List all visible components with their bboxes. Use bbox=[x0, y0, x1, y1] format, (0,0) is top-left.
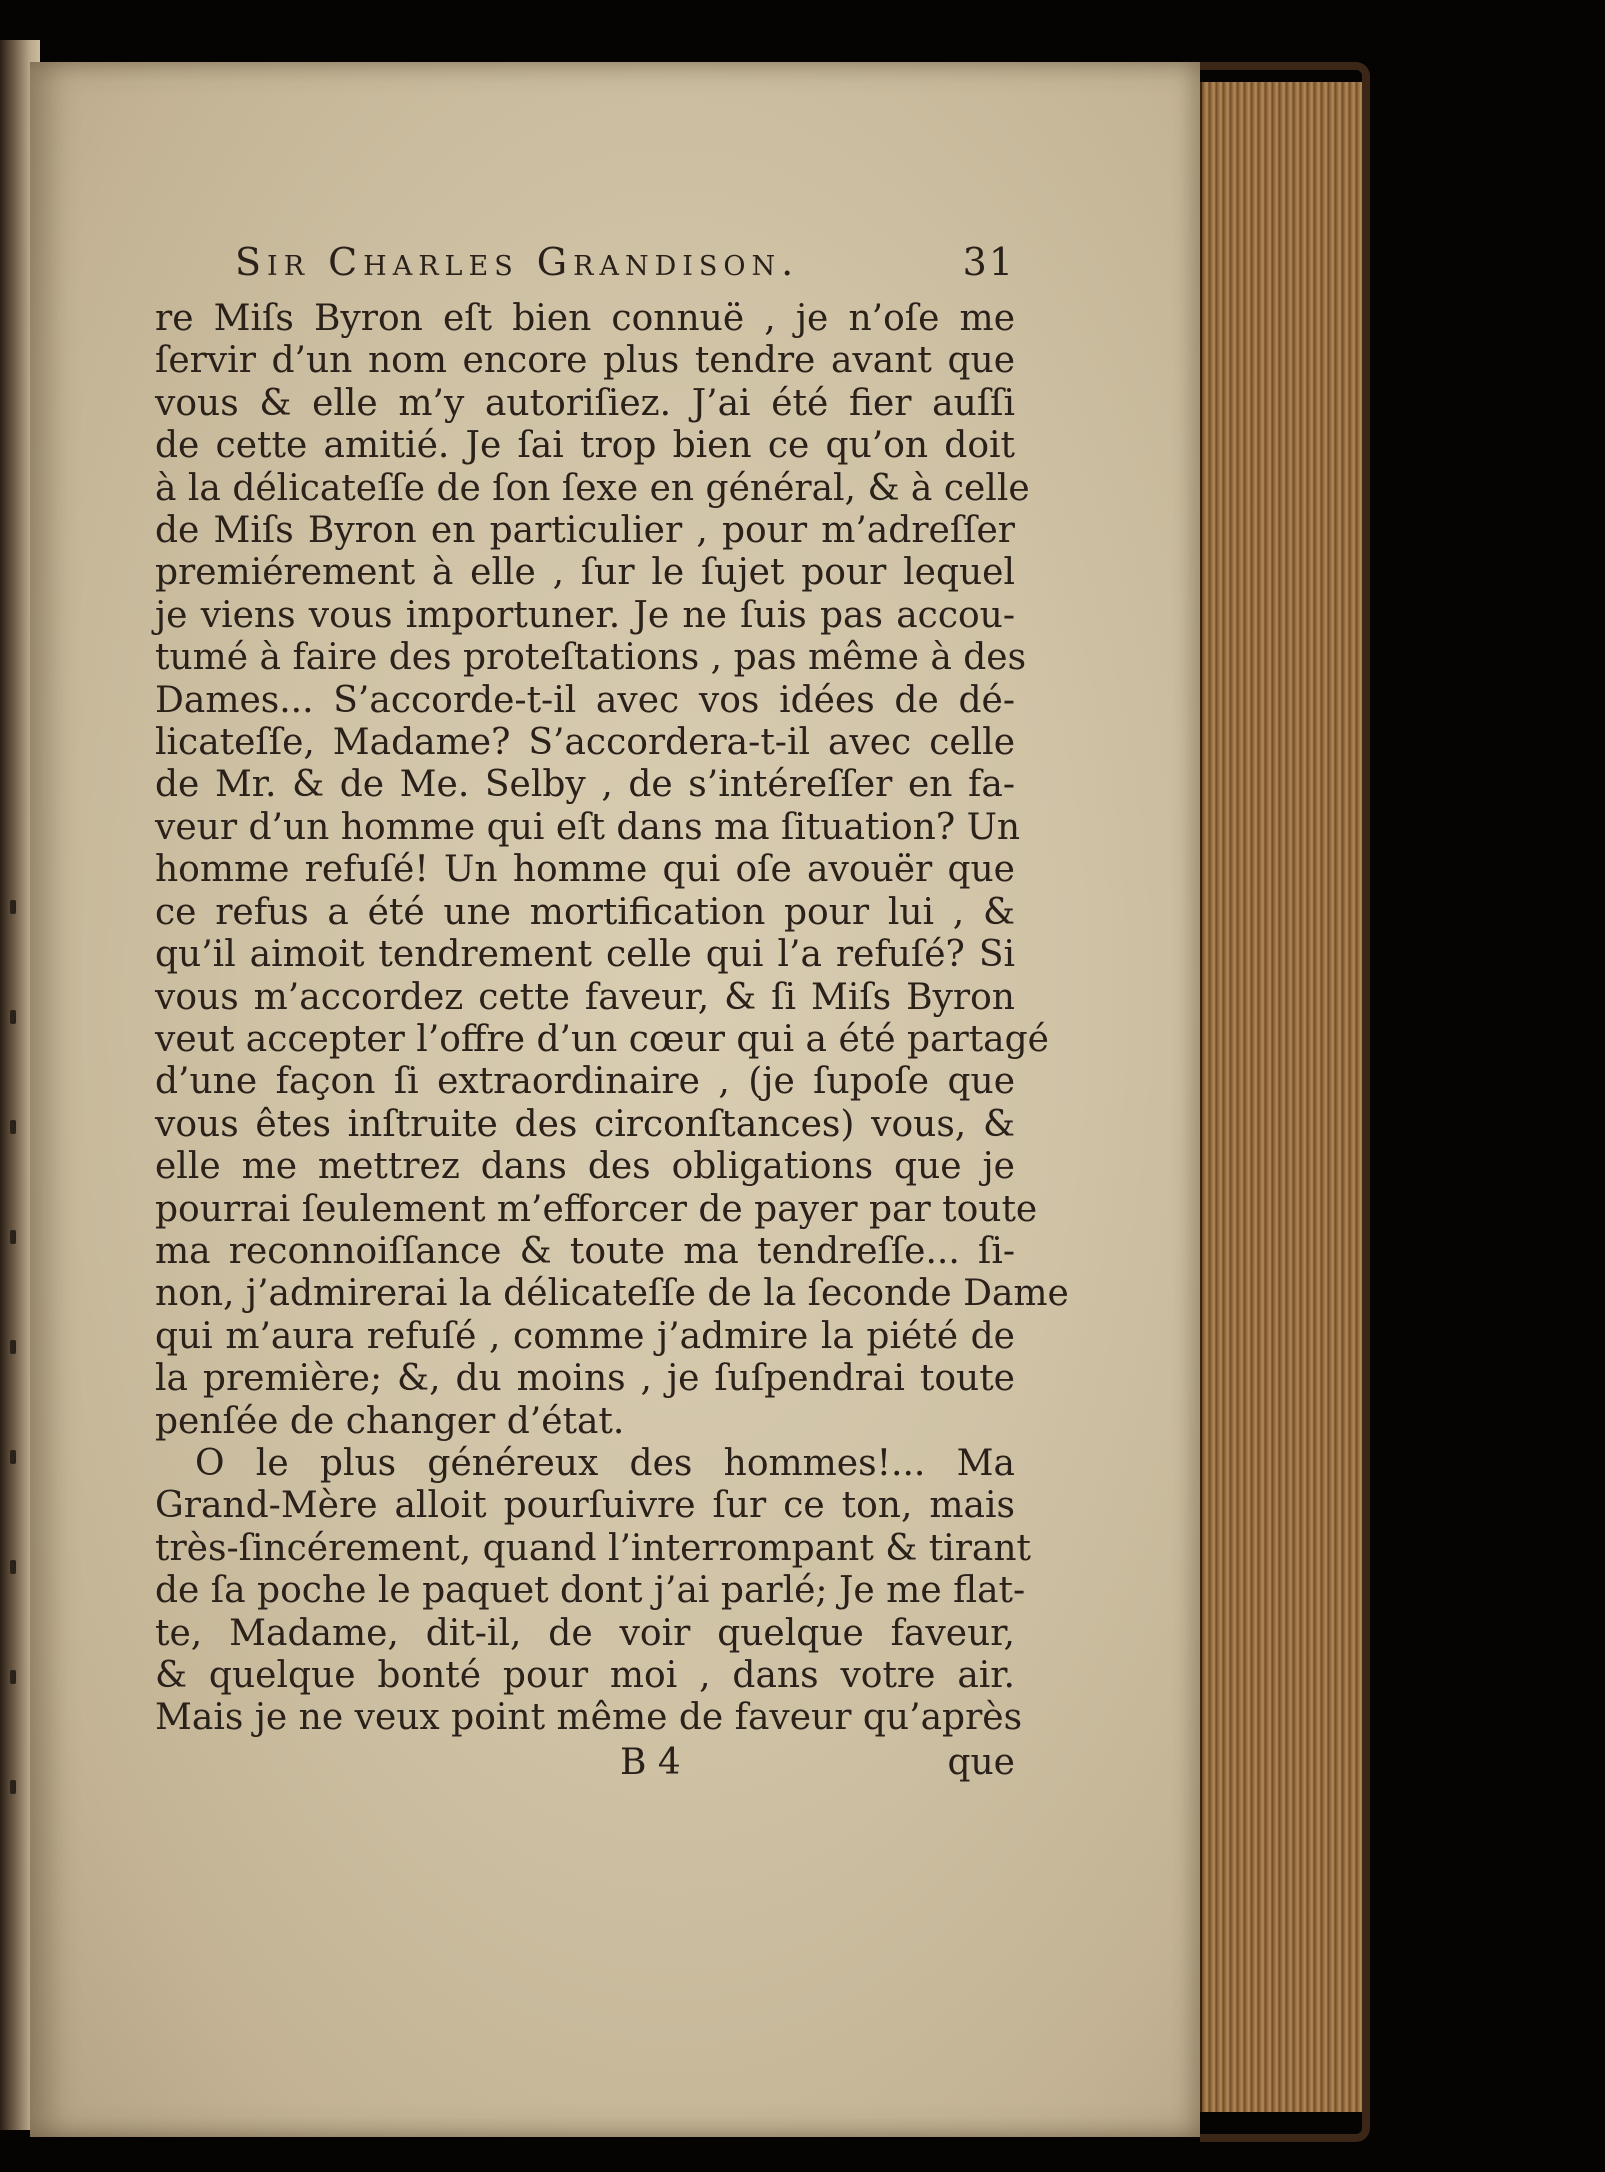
text-line: de Miſs Byron en particulier , pour m’adreſſer bbox=[155, 510, 1015, 552]
text-line: qui m’aura refuſé , comme j’admire la piété de bbox=[155, 1315, 1015, 1357]
text-line: vous êtes inſtruite des circonſtances) vous, & bbox=[155, 1103, 1015, 1145]
text-line: d’une façon ſi extraordinaire , (je ſupoſe que bbox=[155, 1061, 1015, 1103]
text-line: veur d’un homme qui eſt dans ma ſituation? Un bbox=[155, 806, 1021, 848]
text-line: elle me mettrez dans des obligations que je bbox=[155, 1146, 1015, 1188]
running-head bbox=[235, 240, 1015, 284]
edge-mark bbox=[10, 1450, 16, 1464]
edge-mark bbox=[10, 900, 16, 914]
text-line: ce refus a été une mortification pour lui , & bbox=[155, 891, 1015, 933]
text-line: te, Madame, dit-il, de voir quelque faveur, bbox=[155, 1612, 1015, 1654]
edge-mark bbox=[10, 1230, 16, 1244]
text-line: la première; &, du moins , je ſuſpendrai toute bbox=[155, 1358, 1015, 1400]
catchword: que bbox=[947, 1741, 1015, 1783]
text-line: O le plus généreux des hommes!... Ma bbox=[195, 1442, 1015, 1484]
text-line: homme refuſé! Un homme qui oſe avouër que bbox=[155, 849, 1015, 891]
text-line: qu’il aimoit tendrement celle qui l’a refuſé? Si bbox=[155, 934, 1015, 976]
text-line: je viens vous importuner. Je ne ſuis pas accou- bbox=[155, 594, 1015, 636]
text-line: tumé à faire des proteſtations , pas même à des bbox=[155, 637, 1027, 679]
text-line: vous & elle m’y autoriſiez. J’ai été fier auſſi bbox=[155, 382, 1015, 424]
text-line: non, j’admirerai la délicateſſe de la ſeconde Dame bbox=[155, 1273, 1069, 1315]
edge-mark bbox=[10, 1010, 16, 1024]
text-line: Grand-Mère alloit pourſuivre ſur ce ton, mais bbox=[155, 1485, 1015, 1527]
text-line: veut accepter l’offre d’un cœur qui a été partagé bbox=[155, 1018, 1049, 1060]
text-line: & quelque bonté pour moi , dans votre air. bbox=[155, 1655, 1015, 1696]
signature-mark: B 4 bbox=[620, 1741, 681, 1783]
text-line: de cette amitié. Je ſai trop bien ce qu’on doit bbox=[155, 425, 1015, 467]
text-line: ma reconnoiſſance & toute ma tendreſſe... ſi- bbox=[155, 1230, 1015, 1272]
text-line: de ſa poche le paquet dont j’ai parlé; Je me flat- bbox=[155, 1570, 1026, 1612]
edge-mark bbox=[10, 1560, 16, 1574]
page-footer bbox=[155, 1742, 1015, 1786]
text-line: vous m’accordez cette faveur, & ſi Miſs Byron bbox=[155, 976, 1015, 1018]
text-line: re Miſs Byron eſt bien connuë , je n’oſe me bbox=[155, 298, 1015, 339]
page-block-edge bbox=[1198, 82, 1362, 2112]
text-line: pourrai ſeulement m’efforcer de payer par toute bbox=[155, 1188, 1038, 1230]
body-text bbox=[155, 298, 1069, 1740]
text-line: ſervir d’un nom encore plus tendre avant que bbox=[155, 340, 1015, 382]
text-line: Dames... S’accorde-t-il avec vos idées de dé- bbox=[155, 679, 1015, 721]
edge-mark bbox=[10, 1120, 16, 1134]
text-line: à la délicateſſe de ſon ſexe en général, & à celle bbox=[155, 467, 1030, 509]
text-line: penſée de changer d’état. bbox=[155, 1400, 625, 1442]
text-line: très-ſincérement, quand l’interrompant & tirant bbox=[155, 1527, 1032, 1569]
edge-mark bbox=[10, 1340, 16, 1354]
text-line: Mais je ne veux point même de faveur qu’après bbox=[155, 1697, 1023, 1739]
running-title: Sir Charles Grandison. bbox=[235, 240, 800, 284]
text-line: licateſſe, Madame? S’accordera-t-il avec celle bbox=[155, 722, 1015, 764]
text-line: de Mr. & de Me. Selby , de s’intéreſſer en fa- bbox=[155, 764, 1015, 806]
edge-mark bbox=[10, 1780, 16, 1794]
edge-mark bbox=[10, 1670, 16, 1684]
page-text bbox=[155, 240, 1069, 1786]
page-number: 31 bbox=[962, 240, 1015, 284]
text-line: premiérement à elle , ſur le ſujet pour lequel bbox=[155, 552, 1015, 594]
